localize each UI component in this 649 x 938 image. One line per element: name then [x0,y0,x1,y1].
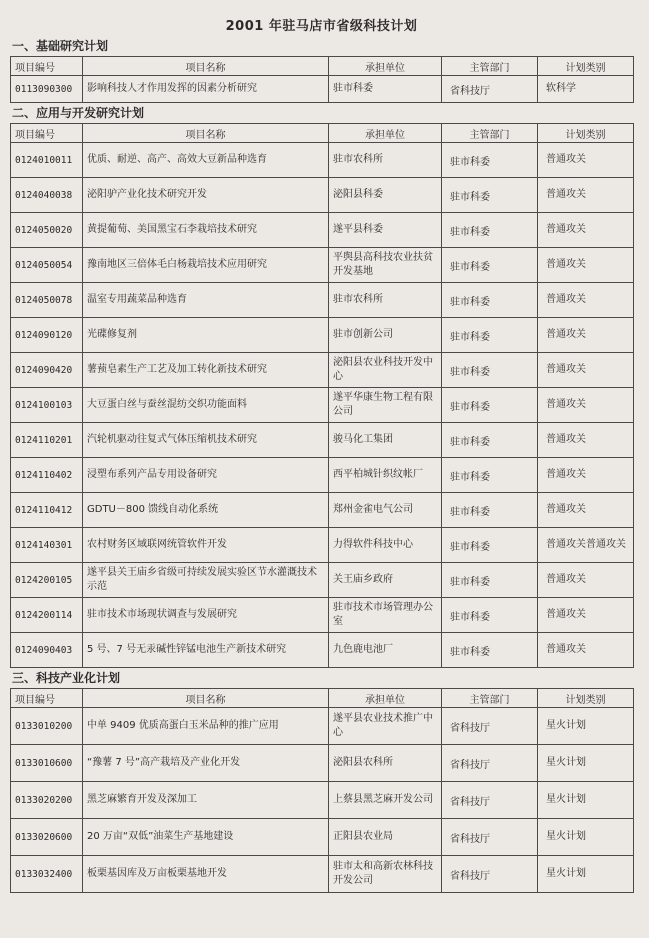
cell-name: 遂平县关王庙乡省级可持续发展实验区节水灌溉技术示范 [83,563,329,598]
table-row [11,76,634,103]
column-header-unit: 承担单位 [329,124,442,143]
cell-unit: 遂平县农业技术推广中心 [329,708,442,745]
table-row [11,745,634,782]
cell-name: 5 号、7 号无汞碱性锌锰电池生产新技术研究 [83,633,329,668]
cell-name: 影响科技人才作用发挥的因素分析研究 [83,76,329,103]
table-row [11,318,634,353]
column-header-no: 项目编号 [11,124,83,143]
cell-unit: 郑州金雀电气公司 [329,493,442,528]
cell-no: 0124200114 [11,598,83,633]
cell-dept: 省科技厅 [442,782,538,819]
cell-dept: 驻市科委 [442,248,538,283]
cell-category: 普通攻关 [538,213,634,248]
table-row [11,178,634,213]
cell-name: 温室专用蔬菜品种选育 [83,283,329,318]
cell-name: 20 万亩“双低”油菜生产基地建设 [83,819,329,856]
cell-no: 0124050078 [11,283,83,318]
section-title: 三、科技产业化计划 [12,671,121,685]
cell-name: 泌阳驴产业化技术研究开发 [83,178,329,213]
cell-category: 普通攻关 [538,423,634,458]
cell-category: 星火计划 [538,782,634,819]
cell-category: 普通攻关 [538,318,634,353]
cell-dept: 省科技厅 [442,76,538,103]
cell-name: 薯蓣皂素生产工艺及加工转化新技术研究 [83,353,329,388]
cell-name: 浸塑布系列产品专用设备研究 [83,458,329,493]
cell-no: 0124100103 [11,388,83,423]
cell-no: 0124200105 [11,563,83,598]
cell-unit: 泌阳县科委 [329,178,442,213]
cell-dept: 驻市科委 [442,143,538,178]
cell-category: 普通攻关 [538,598,634,633]
table-row [11,819,634,856]
column-header-no: 项目编号 [11,689,83,708]
cell-name: 驻市技术市场现状调查与发展研究 [83,598,329,633]
cell-category: 普通攻关 [538,563,634,598]
table-row [11,388,634,423]
table-header-row [11,689,634,708]
cell-no: 0124050020 [11,213,83,248]
cell-unit: 驻市创新公司 [329,318,442,353]
cell-dept: 驻市科委 [442,598,538,633]
cell-dept: 驻市科委 [442,178,538,213]
cell-no: 0124110412 [11,493,83,528]
cell-unit: 驻市技术市场管理办公室 [329,598,442,633]
cell-unit: 骏马化工集团 [329,423,442,458]
cell-dept: 驻市科委 [442,353,538,388]
cell-category: 普通攻关 [538,143,634,178]
cell-dept: 驻市科委 [442,213,538,248]
project-table [10,123,634,668]
cell-no: 0133010200 [11,708,83,745]
table-row [11,528,634,563]
column-header-dept: 主管部门 [442,124,538,143]
cell-no: 0124110201 [11,423,83,458]
cell-category: 星火计划 [538,819,634,856]
cell-no: 0124140301 [11,528,83,563]
cell-category: 普通攻关 [538,633,634,668]
cell-category: 星火计划 [538,708,634,745]
table-row [11,856,634,893]
cell-name: 黑芝麻繁育开发及深加工 [83,782,329,819]
cell-unit: 平舆县高科技农业扶贫开发基地 [329,248,442,283]
cell-dept: 省科技厅 [442,745,538,782]
table-row [11,248,634,283]
cell-name: 汽轮机驱动往复式气体压缩机技术研究 [83,423,329,458]
column-header-category: 计划类别 [538,57,634,76]
column-header-unit: 承担单位 [329,57,442,76]
cell-category: 普通攻关 [538,458,634,493]
cell-unit: 正阳县农业局 [329,819,442,856]
cell-no: 0124090403 [11,633,83,668]
cell-name: GDTU－800 馈线自动化系统 [83,493,329,528]
column-header-dept: 主管部门 [442,689,538,708]
cell-dept: 省科技厅 [442,856,538,893]
cell-no: 0133020600 [11,819,83,856]
column-header-name: 项目名称 [83,124,329,143]
cell-no: 0124090420 [11,353,83,388]
table-header-row [11,57,634,76]
table-row [11,633,634,668]
cell-dept: 省科技厅 [442,819,538,856]
cell-name: 黄提葡萄、美国黑宝石李栽培技术研究 [83,213,329,248]
table-row [11,143,634,178]
cell-category: 普通攻关 [538,353,634,388]
column-header-dept: 主管部门 [442,57,538,76]
cell-unit: 力得软件科技中心 [329,528,442,563]
cell-name: 板栗基因库及万亩板栗基地开发 [83,856,329,893]
cell-dept: 省科技厅 [442,708,538,745]
cell-category: 普通攻关普通攻关 [538,528,634,563]
cell-name: 豫南地区三倍体毛白杨栽培技术应用研究 [83,248,329,283]
section-title: 一、基础研究计划 [12,39,109,53]
cell-unit: 关王庙乡政府 [329,563,442,598]
cell-category: 普通攻关 [538,283,634,318]
project-table [10,688,634,893]
cell-unit: 泌阳县农业科技开发中心 [329,353,442,388]
cell-category: 星火计划 [538,745,634,782]
cell-name: 中单 9409 优质高蛋白玉米品种的推广应用 [83,708,329,745]
cell-dept: 驻市科委 [442,423,538,458]
cell-no: 0133020200 [11,782,83,819]
cell-no: 0124040038 [11,178,83,213]
cell-no: 0133010600 [11,745,83,782]
cell-category: 普通攻关 [538,493,634,528]
column-header-category: 计划类别 [538,124,634,143]
cell-unit: 泌阳县农科所 [329,745,442,782]
column-header-name: 项目名称 [83,57,329,76]
sections-container [10,36,633,893]
cell-unit: 驻市农科所 [329,143,442,178]
cell-dept: 驻市科委 [442,458,538,493]
table-row [11,353,634,388]
cell-no: 0124090120 [11,318,83,353]
cell-unit: 驻市农科所 [329,283,442,318]
cell-no: 0124010011 [11,143,83,178]
cell-unit: 驻市科委 [329,76,442,103]
cell-name: 大豆蛋白丝与蚕丝混纺交织功能面料 [83,388,329,423]
cell-name: 农村财务区域联网统管软件开发 [83,528,329,563]
cell-name: “豫薯 7 号”高产栽培及产业化开发 [83,745,329,782]
cell-unit: 九色鹿电池厂 [329,633,442,668]
table-row [11,423,634,458]
cell-category: 普通攻关 [538,388,634,423]
table-row [11,708,634,745]
section-title: 二、应用与开发研究计划 [12,106,145,120]
cell-name: 光碟修复剂 [83,318,329,353]
table-header-row [11,124,634,143]
cell-no: 0133032400 [11,856,83,893]
cell-dept: 驻市科委 [442,283,538,318]
cell-category: 软科学 [538,76,634,103]
cell-no: 0124050054 [11,248,83,283]
cell-unit: 遂平县科委 [329,213,442,248]
table-row [11,283,634,318]
table-row [11,782,634,819]
table-row [11,598,634,633]
document-title: 2001 年驻马店市省级科技计划 [225,19,418,34]
table-row [11,213,634,248]
column-header-unit: 承担单位 [329,689,442,708]
cell-category: 普通攻关 [538,248,634,283]
cell-dept: 驻市科委 [442,318,538,353]
cell-category: 星火计划 [538,856,634,893]
cell-unit: 上蔡县黑芝麻开发公司 [329,782,442,819]
cell-no: 0124110402 [11,458,83,493]
cell-dept: 驻市科委 [442,528,538,563]
cell-name: 优质、耐逆、高产、高效大豆新品种选育 [83,143,329,178]
table-row [11,458,634,493]
column-header-name: 项目名称 [83,689,329,708]
column-header-no: 项目编号 [11,57,83,76]
cell-dept: 驻市科委 [442,493,538,528]
cell-dept: 驻市科委 [442,388,538,423]
table-row [11,563,634,598]
cell-unit: 驻市太和高新农林科技开发公司 [329,856,442,893]
cell-unit: 西平柏城针织纹帐厂 [329,458,442,493]
project-table [10,56,634,103]
cell-category: 普通攻关 [538,178,634,213]
cell-dept: 驻市科委 [442,563,538,598]
table-row [11,493,634,528]
column-header-category: 计划类别 [538,689,634,708]
cell-dept: 驻市科委 [442,633,538,668]
cell-no: 0113090300 [11,76,83,103]
cell-unit: 遂平华康生物工程有限公司 [329,388,442,423]
